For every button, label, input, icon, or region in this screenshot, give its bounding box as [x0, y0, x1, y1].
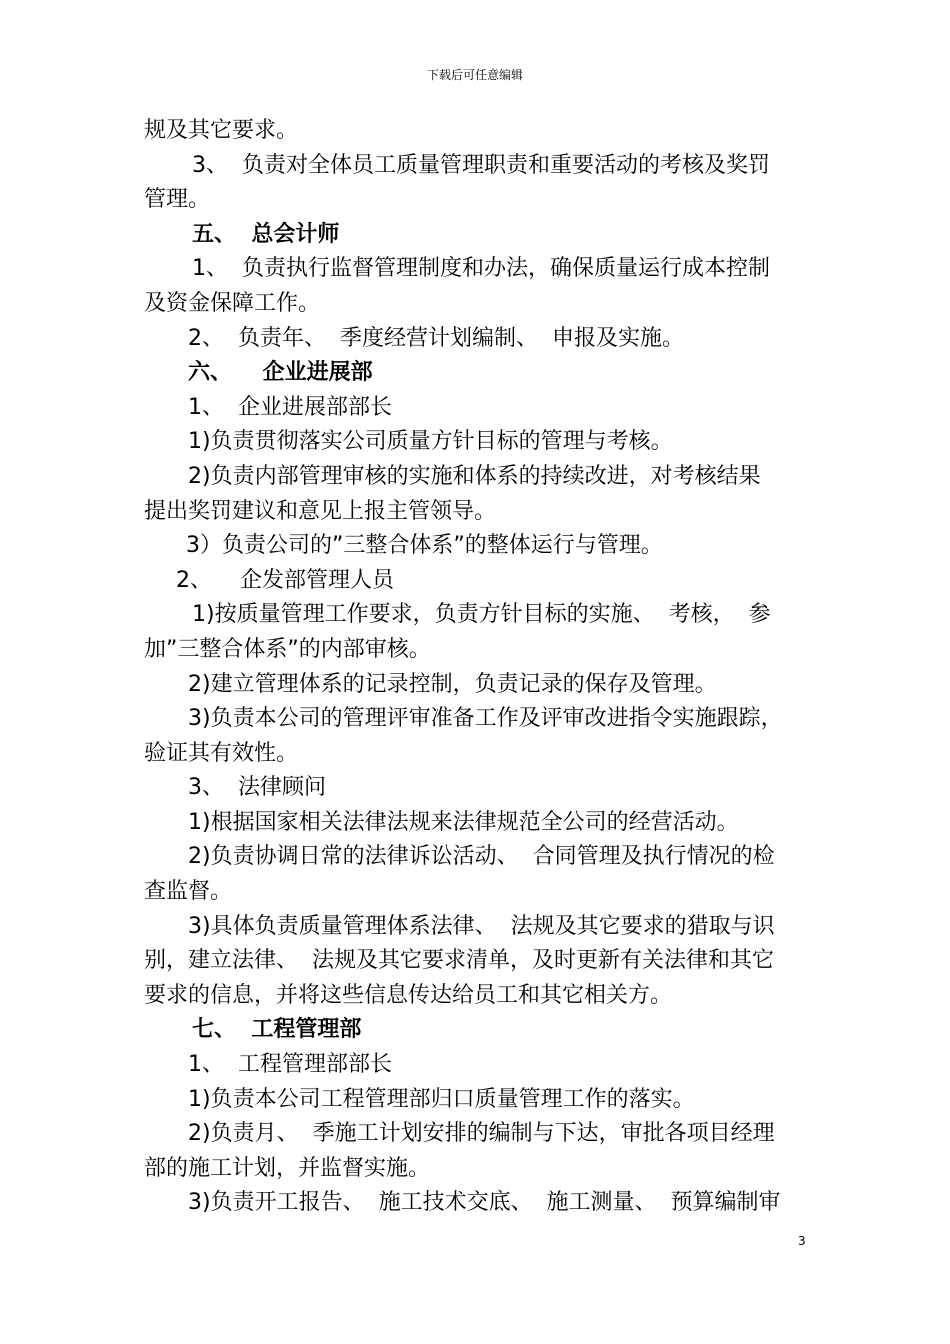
text-line: 管理。 [144, 187, 211, 213]
text-line: 查监督。 [144, 879, 233, 905]
text-line: 加”三整合体系”的内部审核。 [144, 636, 431, 662]
text-line: 1)负责贯彻落实公司质量方针目标的管理与考核。 [188, 429, 673, 455]
text-line: 1)根据国家相关法律法规来法律规范全公司的经营活动。 [188, 809, 739, 835]
text-line: 1、 负责执行监督管理制度和办法，确保质量运行成本控制 [192, 256, 770, 282]
text-line: 2)建立管理体系的记录控制，负责记录的保存及管理。 [188, 671, 717, 697]
text-line: 部的施工计划，并监督实施。 [144, 1155, 431, 1181]
text-line: 3）负责公司的”三整合体系”的整体运行与管理。 [186, 533, 663, 559]
page-header: 下载后可任意编辑 [426, 68, 523, 82]
section-heading: 五、 总会计师 [192, 221, 340, 247]
text-line: 要求的信息，并将这些信息传达给员工和其它相关方。 [144, 982, 673, 1008]
text-line: 2、 负责年、 季度经营计划编制、 申报及实施。 [188, 325, 684, 351]
text-line: 2)负责内部管理审核的实施和体系的持续改进，对考核结果 [188, 463, 761, 489]
text-line: 别，建立法律、 法规及其它要求清单，及时更新有关法律和其它 [144, 948, 774, 974]
section-heading: 六、 企业进展部 [188, 360, 373, 386]
text-line: 提出奖罚建议和意见上报主管领导。 [144, 498, 497, 524]
text-line: 规及其它要求。 [144, 118, 299, 143]
text-line: 1、 企业进展部部长 [188, 394, 392, 420]
text-line: 3)负责本公司的管理评审准备工作及评审改进指令实施跟踪， [188, 706, 783, 732]
text-line: 3)负责开工报告、 施工技术交底、 施工测量、 预算编制审 [188, 1190, 781, 1216]
text-line: 3、 法律顾问 [188, 775, 326, 801]
text-line: 验证其有效性。 [144, 740, 299, 766]
text-line: 2)负责月、 季施工计划安排的编制与下达，审批各项目经理 [188, 1121, 775, 1147]
text-line: 2、 企发部管理人员 [176, 567, 394, 593]
text-line: 及资金保障工作。 [144, 290, 321, 316]
text-line: 1)负责本公司工程管理部归口质量管理工作的落实。 [188, 1086, 695, 1112]
page-number: 3 [798, 1234, 806, 1248]
text-line: 2)负责协调日常的法律诉讼活动、 合同管理及执行情况的检 [188, 844, 775, 870]
text-line: 3、 负责对全体员工质量管理职责和重要活动的考核及奖罚 [192, 152, 770, 178]
text-line: 1、 工程管理部部长 [188, 1052, 392, 1078]
text-line: 3)具体负责质量管理体系法律、 法规及其它要求的猎取与识 [188, 913, 775, 939]
document-body [144, 114, 808, 1221]
section-heading: 七、 工程管理部 [192, 1017, 362, 1043]
text-line: 1)按质量管理工作要求，负责方针目标的实施、 考核， 参 [192, 602, 771, 628]
